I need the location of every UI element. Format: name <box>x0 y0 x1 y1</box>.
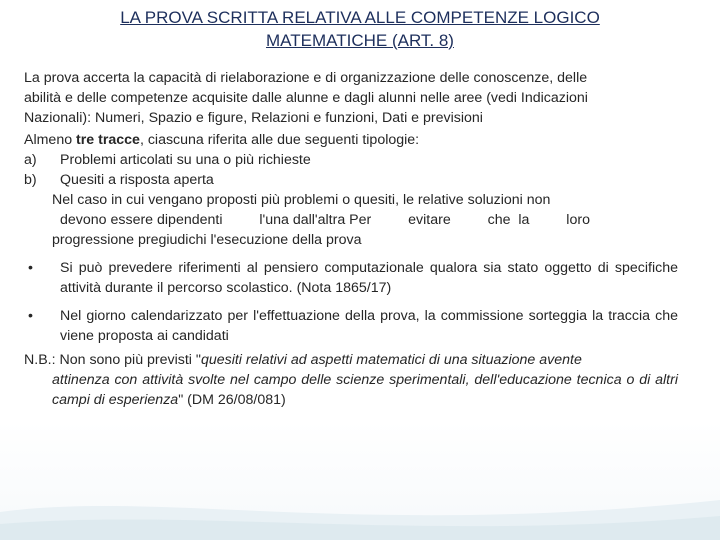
nb-paragraph <box>24 350 678 410</box>
bullet-text: Si può prevedere riferimenti al pensiero computazionale qualora sia stato oggetto di specifiche attività durante il percorso scolastico. (Nota 1865/17) <box>60 260 678 296</box>
tracce-note-line-2 <box>24 210 678 230</box>
tracce-note-line-1: Nel caso in cui vengano proposti più problemi o quesiti, le relative soluzioni non <box>52 192 551 208</box>
title-line-2: MATEMATICHE (ART. 8) <box>266 31 454 50</box>
bullet-item <box>24 306 678 346</box>
list-item-text: Problemi articolati su una o più richieste <box>60 152 311 168</box>
list-item <box>24 170 678 190</box>
title-line-1: LA PROVA SCRITTA RELATIVA ALLE COMPETENZE LOGICO <box>120 8 600 27</box>
note-word: evitare <box>408 212 451 228</box>
list-item-label: b) <box>24 172 37 188</box>
intro-line-2: abilità e delle competenze acquisite dalle alunne e dagli alunni nelle aree (vedi Indicazioni <box>24 90 588 106</box>
tracce-heading <box>24 130 678 150</box>
note-word: loro <box>566 212 590 228</box>
note-word: devono essere dipendenti <box>60 212 223 228</box>
note-word: che la <box>487 212 530 228</box>
bullet-item <box>24 258 678 298</box>
list-item <box>24 150 678 170</box>
note-word: l'una dall'altra Per <box>259 212 372 228</box>
intro-line-1: La prova accerta la capacità di rielaborazione e di organizzazione delle conoscenze, delle <box>24 70 588 86</box>
nb-continuation <box>24 370 678 410</box>
nb-prefix: N.B.: Non sono più previsti " <box>24 352 201 368</box>
intro-line-3: Nazionali): Numeri, Spazio e figure, Relazioni e funzioni, Dati e previsioni <box>24 110 483 126</box>
slide-body <box>24 68 678 410</box>
tracce-note-line-3: progressione pregiudichi l'esecuzione della prova <box>52 232 362 248</box>
nb-italic-first: quesiti relativi ad aspetti matematici di una situazione avente <box>200 352 582 368</box>
list-item-text: Quesiti a risposta aperta <box>60 172 214 188</box>
decorative-wave <box>0 450 720 540</box>
list-item-label: a) <box>24 152 37 168</box>
tracce-prefix: Almeno <box>24 132 77 148</box>
tracce-bold: tre tracce <box>76 132 140 148</box>
bullet-text: Nel giorno calendarizzato per l'effettuazione della prova, la commissione sorteggia la traccia che viene proposta ai candidati <box>60 308 678 344</box>
bullet-icon: • <box>28 308 33 324</box>
tracce-suffix: , ciascuna riferita alle due seguenti tipologie: <box>139 132 420 148</box>
nb-first-line <box>24 350 678 370</box>
nb-italic-rest: attinenza con attività svolte nel campo delle scienze sperimentali, dell'educazione tecnica o di altri campi di esperienza <box>52 372 678 408</box>
bullet-icon: • <box>28 260 33 276</box>
intro-paragraph <box>24 68 678 128</box>
nb-suffix: " (DM 26/08/081) <box>178 392 286 408</box>
slide-title <box>0 6 720 52</box>
